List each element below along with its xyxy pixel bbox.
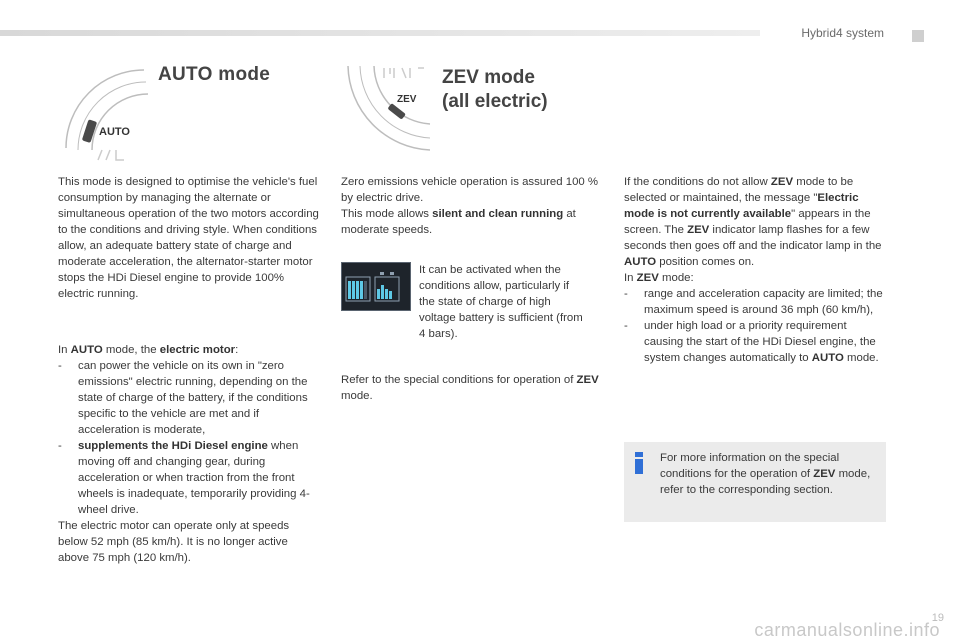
- auto-bullet-2: - supplements the HDi Diesel engine when moving off and changing gear, during acceleration or when traction from the front wheels is inadequate, temporarily providing 4-wheel drive.: [58, 440, 310, 516]
- zev-heading-line1: ZEV mode: [442, 67, 535, 88]
- zev-intro-block: [341, 174, 603, 238]
- section-title: Hybrid4 system: [801, 26, 884, 40]
- zev-conditions-block: [624, 174, 886, 366]
- zev-bullet-1: - range and acceleration capacity are limited; the maximum speed is around 36 mph (60 km/h),: [624, 288, 883, 316]
- auto-intro-paragraph: This mode is designed to optimise the vehicle's fuel consumption by managing the alternate or simultaneous operation of the two motors according to the conditions and driving style. When conditions allow, an adequate battery state of charge and moderate acceleration, the alternator-starter motor stops the HDi Diesel engine to provide 100% electric running.: [58, 176, 319, 300]
- zev-unavailable-paragraph: If the conditions do not allow ZEV mode to be selected or maintained, the message "Electric mode is not currently available" appears in the screen. The ZEV indicator lamp flashes for a few seconds then goes off and the indicator lamp in the AUTO position comes on.: [624, 176, 882, 268]
- auto-mode-heading: AUTO mode: [158, 64, 271, 85]
- battery-activation-text: It can be activated when the conditions allow, particularly if the state of charge of high voltage battery is sufficient (from 4 bars).: [419, 264, 583, 340]
- auto-speed-limits: The electric motor can operate only at speeds below 52 mph (85 km/h). It is no longer active above 75 mph (120 km/h).: [58, 520, 290, 564]
- zev-mode-intro: In ZEV mode:: [624, 272, 694, 284]
- zev-intro-paragraph: Zero emissions vehicle operation is assured 100 % by electric drive.: [341, 176, 599, 204]
- auto-bullet-1: - can power the vehicle on its own in "zero emissions" electric running, depending on the state of charge of the battery, if the conditions specific to the vehicle are met and if acceleration is moderate,: [58, 360, 308, 436]
- auto-electric-motor-block: [58, 342, 320, 566]
- info-icon: [633, 452, 645, 474]
- zev-silent-running: This mode allows silent and clean running at moderate speeds.: [341, 208, 576, 236]
- zev-mode-heading: [442, 66, 548, 114]
- battery-gauge-illustration: [341, 262, 411, 311]
- auto-dial-label: AUTO: [99, 126, 130, 138]
- zev-bullet-2: - under high load or a priority requirement causing the start of the HDi Diesel engine, the system changes automatically to AUTO mode.: [624, 320, 879, 364]
- zev-heading-line2: (all electric): [442, 91, 548, 112]
- auto-electric-motor-intro: In AUTO mode, the electric motor:: [58, 344, 239, 356]
- zev-dial-label: ZEV: [397, 94, 417, 105]
- corner-marker: [912, 30, 924, 42]
- zev-refer-text: Refer to the special conditions for operation of ZEV mode.: [341, 374, 599, 402]
- info-note-text: For more information on the special conditions for the operation of ZEV mode, refer to the corresponding section.: [660, 452, 871, 496]
- zev-dial-illustration: [344, 62, 438, 154]
- header-bar: [0, 30, 760, 36]
- page-number: 19: [931, 612, 944, 624]
- auto-dial-illustration: [62, 64, 154, 162]
- watermark: carmanualsonline.info: [754, 620, 940, 640]
